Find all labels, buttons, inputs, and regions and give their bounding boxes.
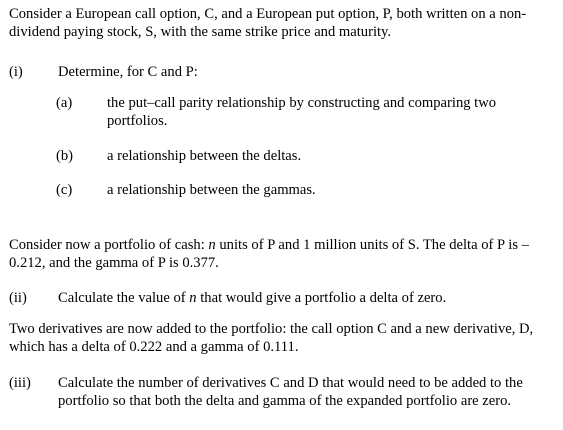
part-a-number: (a) xyxy=(56,95,73,111)
portfolio-text-start: Consider now a portfolio of cash: xyxy=(9,237,209,253)
part-a-text: the put–call parity relationship by constructing and comparing two portfolios. xyxy=(107,95,497,129)
question-ii-text-end: that would give a portfolio a delta of zero. xyxy=(196,290,447,306)
part-b-text: a relationship between the deltas. xyxy=(107,148,302,164)
question-ii-variable-n: n xyxy=(189,290,197,306)
derivatives-paragraph: Two derivatives are now added to the portfolio: the call option C and a new derivative, D, which has a delta of 0.222 and a gamma of 0.111. xyxy=(9,321,534,355)
portfolio-text-end: units of P and 1 million units of S. The delta of P is –0.212, and the gamma of P is 0.377. xyxy=(9,237,529,271)
question-i-number: (i) xyxy=(9,64,23,80)
question-iii-text: Calculate the number of derivatives C and D that would need to be added to the portfolio so that both the delta and gamma of the expanded portfolio are zero. xyxy=(58,375,523,409)
question-ii-text xyxy=(58,289,553,307)
portfolio-paragraph xyxy=(9,236,557,272)
question-ii-text-start: Calculate the value of xyxy=(58,290,190,306)
portfolio-variable-n: n xyxy=(208,237,216,253)
question-iii-number: (iii) xyxy=(9,375,31,391)
part-b-number: (b) xyxy=(56,148,74,164)
intro-paragraph: Consider a European call option, C, and a European put option, P, both written on a non-dividend paying stock, S, with the same strike price and maturity. xyxy=(9,6,527,40)
part-c-text: a relationship between the gammas. xyxy=(107,182,316,198)
question-ii-number: (ii) xyxy=(9,290,27,306)
question-i-text: Determine, for C and P: xyxy=(58,64,198,80)
part-c-number: (c) xyxy=(56,182,73,198)
